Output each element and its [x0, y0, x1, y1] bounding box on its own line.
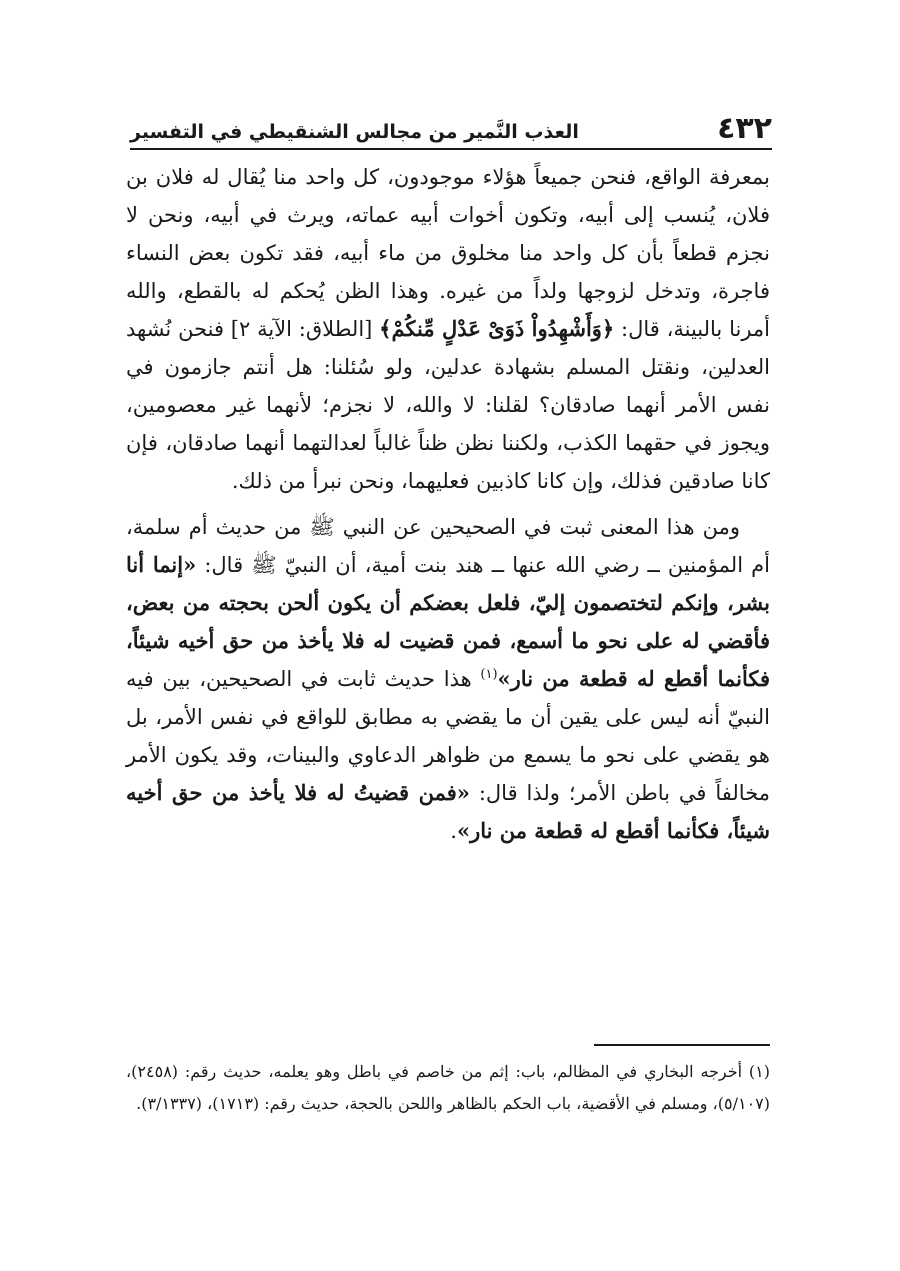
paragraph-1: [126, 158, 770, 500]
page-number: ٤٣٢: [717, 111, 772, 146]
footnote-reference[interactable]: (١): [480, 667, 498, 682]
quran-verse: ﴿وَأَشْهِدُواْ ذَوَىْ عَدْلٍ مِّنكُمْ﴾: [379, 316, 615, 341]
paragraph-2: [126, 508, 770, 850]
paragraph-1-text-b: [الطلاق: الآية ٢] فنحن نُشهد العدلين، ونقتل المسلم بشهادة عدلين، ولو سُئلنا: هل أنتم جازمون في نفس الأمر أنهما صادقان؟ لقلنا: لا والله، لا نجزم؛ لأنهما غير معصومين، ويجوز في حقهما الكذب، ولكننا نظن ظناً غالباً لعدالتهما أنهما صادقان، فإن كانا صادقين فذلك، وإن كانا كاذبين فعليهما، ونحن نبرأ من ذلك.: [126, 317, 770, 493]
paragraph-1-text-a: بمعرفة الواقع، فنحن جميعاً هؤلاء موجودون، كل واحد منا يُقال له فلان بن فلان، يُنسب إلى أبيه، وتكون أخوات أبيه عماته، ويرث في أبيه، ونحن لا نجزم قطعاً بأن كل واحد منا مخلوق من ماء أبيه، فقد تكون بعض النساء فاجرة، وتدخل لزوجها ولداً من غيره. وهذا الظن يُحكم له بالقطع، والله أمرنا بالبينة، قال:: [126, 165, 770, 341]
paragraph-2-text-b: هذا حديث ثابت في الصحيحين، بين فيه النبيّ أنه ليس على يقين أن ما يقضي به مطابق للواقع في نفس الأمر، بل هو يقضي على نحو ما يسمع من ظواهر الدعاوي والبينات، وقد يكون الأمر مخالفاً في باطن الأمر؛ ولذا قال:: [126, 667, 770, 805]
hadith-quote-1: «إنما أنا بشر، وإنكم لتختصمون إليّ، فلعل بعضكم أن يكون ألحن بحجته من بعض، فأقضي له على نحو ما أسمع، فمن قضيت له فلا يأخذ من حق أخيه شيئاً، فكأنما أقطع له قطعة من نار»: [126, 552, 770, 691]
hadith-quote-2: «فمن قضيتُ له فلا يأخذ من حق أخيه شيئاً، فكأنما أقطع له قطعة من نار»: [126, 780, 770, 843]
footnotes: [126, 1056, 770, 1120]
book-title: العذب النَّمير من مجالس الشنقيطي في التفسير: [130, 121, 579, 143]
footnote-1: (١) أخرجه البخاري في المظالم، باب: إثم من خاصم في باطل وهو يعلمه، حديث رقم: (٢٤٥٨)، (٥/١٠٧)، ومسلم في الأقضية، باب الحكم بالظاهر واللحن بالحجة، حديث رقم: (١٧١٣)، (٣/١٣٣٧).: [126, 1062, 770, 1113]
main-text: [126, 158, 770, 850]
paragraph-2-text-c: .: [450, 819, 457, 843]
running-header: [130, 108, 772, 150]
footnote-divider: [594, 1044, 770, 1046]
paragraph-2-text-a: ومن هذا المعنى ثبت في الصحيحين عن النبي ﷺ من حديث أم سلمة، أم المؤمنين ــ رضي الله عنها ــ هند بنت أمية، أن النبيّ ﷺ قال:: [126, 515, 770, 577]
